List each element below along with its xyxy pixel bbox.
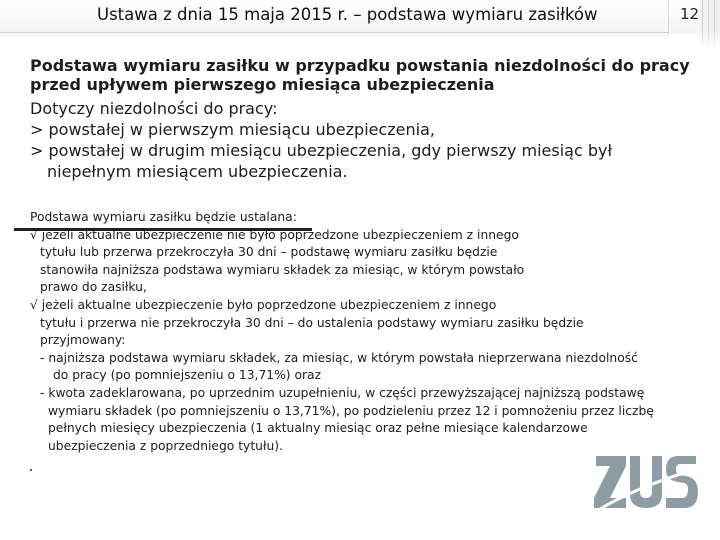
header-divider [668,0,669,35]
details-line: tytułu lub przerwa przekroczyła 30 dni – podstawę wymiaru zasiłku będzie [40,245,498,260]
applies-list [30,98,700,182]
applies-item-continuation: niepełnym miesiącem ubezpieczenia. [47,162,348,181]
details-line: √ jeżeli aktualne ubezpieczenie nie było poprzedzone ubezpieczeniem z innego [30,227,519,242]
main-heading: Podstawa wymiaru zasiłku w przypadku powstania niezdolności do pracy przed upływem pierwszego miesiąca ubezpieczenia [30,56,690,94]
applies-intro: Dotyczy niezdolności do pracy: [30,99,278,118]
stray-dot [30,469,32,471]
applies-item: > powstałej w drugim miesiącu ubezpieczenia, gdy pierwszy miesiąc był [30,141,613,160]
slide-header [0,0,720,34]
details-block [30,209,710,455]
page-number: 12 [680,5,700,23]
zus-logo-icon [592,448,700,516]
applies-item: > powstałej w pierwszym miesiącu ubezpieczenia, [30,120,435,139]
details-heading: Podstawa wymiaru zasiłku będzie ustalana: [30,210,297,224]
details-line: tytułu i przerwa nie przekroczyła 30 dni – do ustalenia podstawy wymiaru zasiłku będzie [40,315,584,330]
details-line: do pracy (po pomniejszeniu o 13,71%) oraz [53,368,322,383]
details-line: - najniższa podstawa wymiaru składek, za miesiąc, w którym powstała nieprzerwana niezdolność [40,350,638,365]
details-line: ubezpieczenia z poprzedniego tytułu). [48,438,283,453]
details-line: przyjmowany: [40,333,126,348]
details-line: stanowiła najniższa podstawa wymiaru składek za miesiąc, w którym powstało [40,262,525,277]
slide-title: Ustawa z dnia 15 maja 2015 r. – podstawa wymiaru zasiłków [97,5,598,24]
side-stripes-fade [700,0,720,50]
details-line: prawo do zasiłku, [40,280,147,295]
details-line: - kwota zadeklarowana, po uprzednim uzupełnieniu, w części przewyższającej najniższą podstawę [40,385,645,400]
header-rule [0,32,668,33]
header-rule-secondary [0,35,668,36]
details-line: pełnych miesięcy ubezpieczenia (1 aktualny miesiąc oraz pełne miesiące kalendarzowe [48,421,588,436]
details-line: √ jeżeli aktualne ubezpieczenie było poprzedzone ubezpieczeniem z innego [30,297,497,312]
details-line: wymiaru składek (po pomniejszeniu o 13,71%), po podzieleniu przez 12 i pomnożeniu przez liczbę [48,403,654,418]
